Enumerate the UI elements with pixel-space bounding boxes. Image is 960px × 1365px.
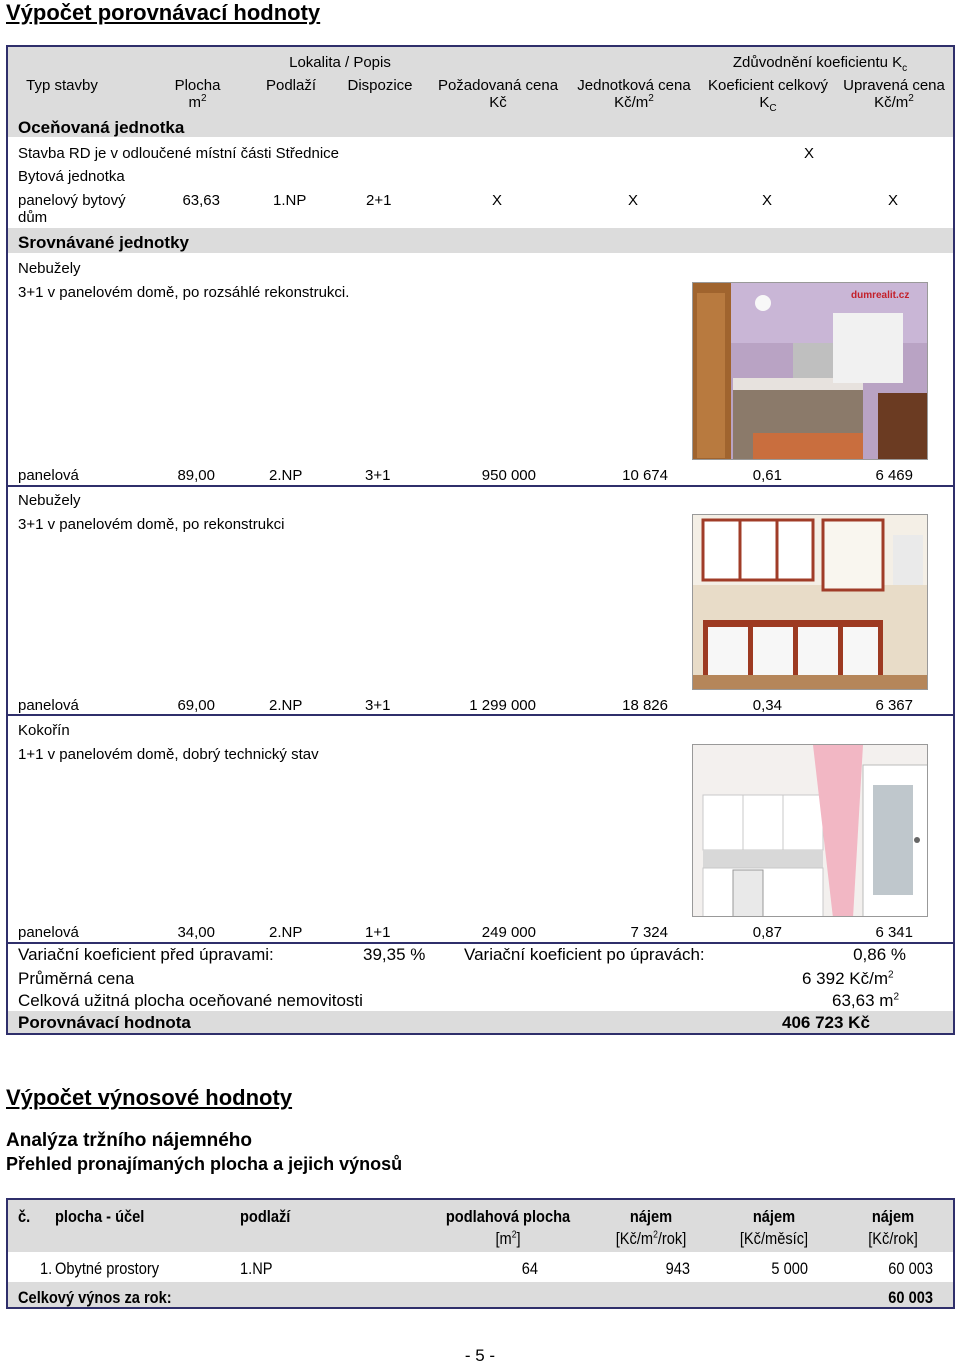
comparable-3-koeficient: 0,87 (752, 924, 782, 941)
rent-header-najem-rok: nájem [Kč/rok] (868, 1207, 918, 1248)
valued-unit-x-cena: X (492, 192, 503, 209)
rent-total-label: Celkový výnos za rok: (18, 1288, 172, 1307)
rent-header-podlazi: podlaží (240, 1207, 291, 1226)
rent-row-najem-rok: 60 003 (888, 1259, 933, 1278)
comparable-3-jednotkova: 7 324 (630, 924, 668, 941)
header-jednotkova-cena: Jednotková cena $Kč/m^2$ (577, 77, 691, 111)
valued-unit-plocha: 63,63 (182, 192, 220, 209)
rent-header-podlahova: podlahová plocha $[m^2]$ (445, 1207, 571, 1248)
section-title-comparison: Výpočet porovnávací hodnoty (6, 0, 321, 25)
comparable-3-cena: 249 000 (481, 924, 536, 941)
header-zduvodneni: Zdůvodnění koeficientu $K_c$ (732, 54, 908, 74)
comparable-1-typ: panelová (18, 467, 79, 484)
comparable-1-dispozice: 3+1 (365, 467, 391, 484)
comparable-1-photo (692, 282, 928, 460)
kitchen-photo-3-image (693, 745, 928, 917)
rent-row-najem-mesic: 5 000 (771, 1259, 808, 1278)
comparable-1-upravena: 6 469 (875, 467, 913, 484)
comparable-1-location: Nebužely (18, 260, 81, 277)
comparable-2-cena: 1 299 000 (469, 697, 536, 714)
header-dispozice: Dispozice (347, 77, 413, 94)
header-podlazi: Podlaží (265, 77, 317, 94)
kitchen-photo-1-image (693, 283, 928, 460)
compared-units-heading: Srovnávané jednotky (18, 233, 190, 252)
comparable-1-koeficient: 0,61 (752, 467, 782, 484)
rent-total-value: 60 003 (888, 1288, 933, 1307)
rent-header-najem-m2: nájem $[Kč/m^2/rok]$ (615, 1207, 687, 1248)
comparable-3-dispozice: 1+1 (365, 924, 391, 941)
header-lokalita: Lokalita / Popis (289, 54, 391, 71)
header-upravena-cena: Upravená cena $Kč/m^2$ (843, 77, 945, 111)
variation-before-value: 39,35 % (363, 945, 426, 964)
comparable-3-podlazi: 2.NP (269, 924, 303, 941)
rent-header-plocha-ucel: plocha - účel (55, 1207, 145, 1226)
valued-unit-desc-x: X (804, 145, 815, 162)
total-area-value: 63,63 $m^2$ (832, 991, 899, 1010)
comparable-3-plocha: 34,00 (177, 924, 215, 941)
comparable-2-upravena: 6 367 (875, 697, 913, 714)
comparable-2-typ: panelová (18, 697, 79, 714)
comparable-2-description: 3+1 v panelovém domě, po rekonstrukci (18, 516, 285, 533)
rent-row-plocha-ucel: Obytné prostory (55, 1259, 160, 1278)
header-pozadovana-cena: Požadovaná cena Kč (437, 77, 559, 111)
page-number: - 5 - (464, 1346, 496, 1365)
rent-row-podlazi: 1.NP (240, 1259, 273, 1278)
comparable-2-photo (692, 514, 928, 690)
comparable-2-jednotkova: 18 826 (622, 697, 668, 714)
comparable-3-upravena: 6 341 (875, 924, 913, 941)
header-plocha: Plocha $m^2$ (174, 77, 221, 111)
comparable-3-typ: panelová (18, 924, 79, 941)
comparable-1-photo-watermark: dumrealit.cz (851, 290, 910, 301)
comparable-3-description: 1+1 v panelovém domě, dobrý technický stav (18, 746, 319, 763)
variation-after-label: Variační koeficient po úpravách: (464, 945, 705, 964)
comparable-3-location: Kokořín (18, 722, 70, 739)
rent-header-cislo: č. (18, 1207, 31, 1226)
header-koeficient: Koeficient celkový $K_C$ (707, 77, 829, 114)
comparable-2-plocha: 69,00 (177, 697, 215, 714)
comparable-1-podlazi: 2.NP (269, 467, 303, 484)
divider-2 (8, 714, 953, 716)
divider-1 (8, 485, 953, 487)
valued-unit-x-upravena: X (888, 192, 899, 209)
comparable-1-plocha: 89,00 (177, 467, 215, 484)
valued-unit-description: Stavba RD je v odloučené místní části Střednice (18, 145, 339, 162)
valued-unit-dispozice: 2+1 (366, 192, 392, 209)
kitchen-photo-2-image (693, 515, 928, 690)
comparison-value: 406 723 Kč (782, 1013, 870, 1032)
average-price-value: 6 392 $Kč/m^2$ (802, 969, 894, 988)
comparison-value-label: Porovnávací hodnota (18, 1013, 191, 1032)
rent-row-podlahova: 64 (521, 1259, 538, 1278)
valued-unit-subtype: Bytová jednotka (18, 168, 125, 185)
comparable-1-cena: 950 000 (481, 467, 536, 484)
comparable-1-description: 3+1 v panelovém domě, po rozsáhlé rekonstrukci. (18, 284, 350, 301)
comparable-2-location: Nebužely (18, 492, 81, 509)
rent-row-najem-m2: 943 (665, 1259, 690, 1278)
rent-header-najem-mesic: nájem [Kč/měsíc] (739, 1207, 809, 1248)
total-area-label: Celková užitná plocha oceňované nemovitosti (18, 991, 363, 1010)
valued-unit-x-jednotkova: X (628, 192, 639, 209)
comparable-2-podlazi: 2.NP (269, 697, 303, 714)
section-title-income: Výpočet výnosové hodnoty (6, 1085, 293, 1110)
comparable-2-dispozice: 3+1 (365, 697, 391, 714)
rent-row-cislo: 1. (40, 1259, 53, 1278)
valued-unit-x-koeficient: X (762, 192, 773, 209)
header-typ-stavby: Typ stavby (26, 77, 98, 94)
market-rent-analysis-heading: Analýza tržního nájemného (6, 1130, 252, 1151)
variation-after-value: 0,86 % (853, 945, 906, 964)
valued-unit-podlazi: 1.NP (273, 192, 307, 209)
comparable-3-photo (692, 744, 928, 917)
valued-unit-heading: Oceňovaná jednotka (18, 118, 185, 137)
comparable-1-jednotkova: 10 674 (622, 467, 668, 484)
valued-unit-type: panelový bytový dům (18, 192, 126, 226)
comparable-2-koeficient: 0,34 (752, 697, 782, 714)
divider-3 (8, 942, 953, 944)
average-price-label: Průměrná cena (18, 969, 135, 988)
variation-before-label: Variační koeficient před úpravami: (18, 945, 274, 964)
rented-areas-heading: Přehled pronajímaných plocha a jejich výnosů (6, 1154, 403, 1174)
